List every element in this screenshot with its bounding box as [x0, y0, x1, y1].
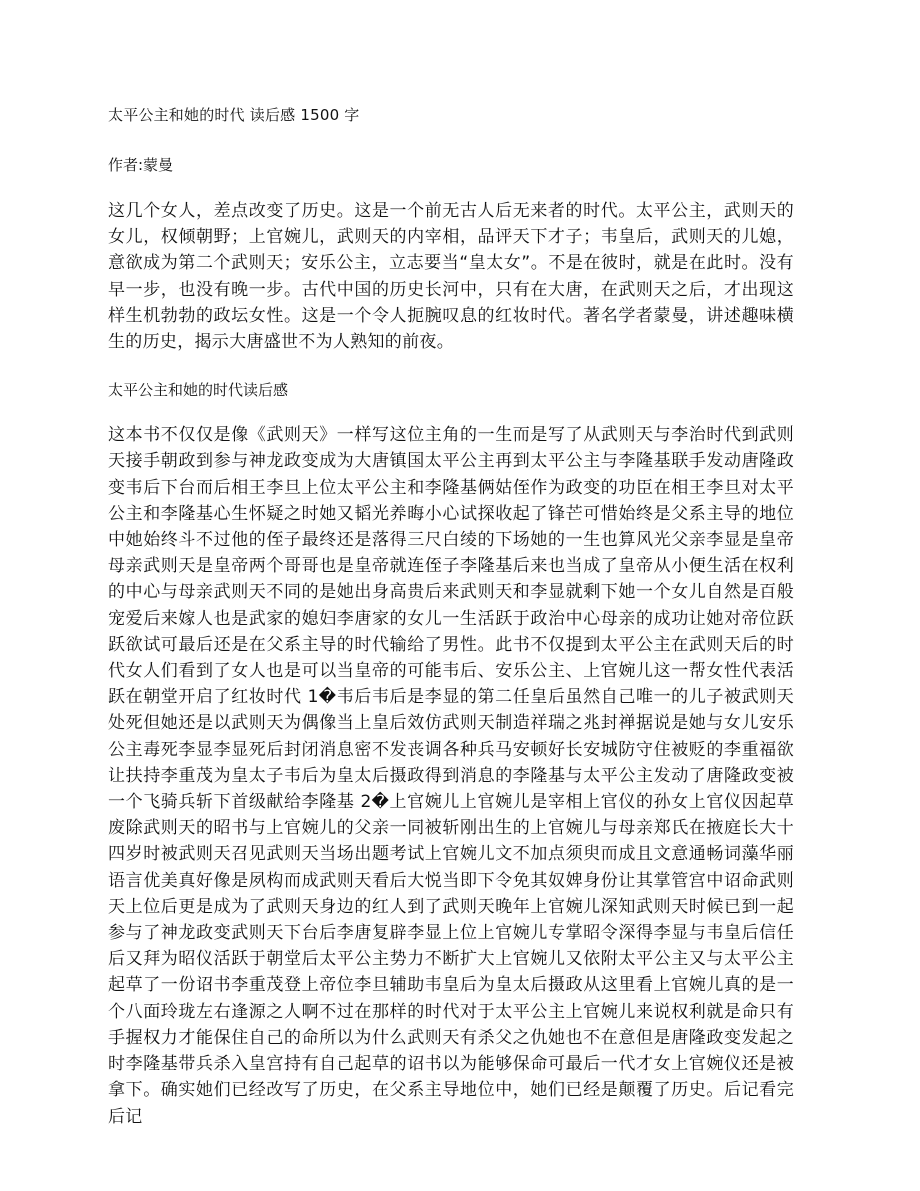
author-line: 作者:蒙曼: [108, 156, 174, 174]
body-paragraph: 这本书不仅仅是像《武则天》一样写这位主角的一生而是写了从武则天与李治时代到武则天接手朝政到参与神龙政变成为大唐镇国太平公主再到太平公主与李隆基联手发动唐隆政变韦后下台而后相王李旦上位太平公主和李隆基俩姑侄作为政变的功臣在相王李旦对太平公主和李隆基心生怀疑之时她又韬光养晦小心试探收起了锋芒可惜始终是父系主导的地位中她始终斗不过他的侄子最终还是落得三尺白绫的下场她的一生也算风光父亲李显是皇帝母亲武则天是皇帝两个哥哥也是皇帝就连侄子李隆基后来也当成了皇帝从小便生活在权利的中心与母亲武则天不同的是她出身高贵后来武则天和李显就剩下她一个女儿自然是百般宠爱后来嫁人也是武家的媳妇李唐家的女儿一生活跃于政治中心母亲的成功让她对帝位跃跃欲试可最后还是在父系主导的时代输给了男性。此书不仅提到太平公主在武则天后的时代女人们看到了女人也是可以当皇帝的可能韦后、安乐公主、上官婉儿这一帮女性代表活跃在朝堂开启了红妆时代 1�韦后韦后是李显的第二任皇后虽然自己唯一的儿子被武则天处死但她还是以武则天为偶像当上皇后效仿武则天制造祥瑞之兆封禅据说是她与女儿安乐公主毒死李显李显死后封闭消息密不发丧调各种兵马安顿好长安城防守住被贬的李重福欲让扶持李重茂为皇太子韦后为皇太后摄政得到消息的李隆基与太平公主发动了唐隆政变被一个飞骑兵斩下首级献给李隆基 2�上官婉儿上官婉儿是宰相上官仪的孙女上官仪因起草废除武则天的昭书与上官婉儿的父亲一同被斩刚出生的上官婉儿与母亲郑氏在掖庭长大十四岁时被武则天召见武则天当场出题考试上官婉儿文不加点须臾而成且文意通畅词藻华丽语言优美真好像是夙构而成武则天看后大悦当即下令免其奴婢身份让其掌管宫中诏命武则天上位后更是成为了武则天身边的红人到了武则天晚年上官婉儿深知武则天时候已到一起参与了神龙政变武则天下台后李唐复辟李显上位上官婉儿专掌昭令深得李显与韦皇后信任后又拜为昭仪活跃于朝堂后太平公主势力不断扩大上官婉儿又依附太平公主又与太平公主起草了一份诏书李重茂登上帝位李旦辅助韦皇后为皇太后摄政从这里看上官婉儿真的是一个八面玲珑左右逢源之人啊不过在那样的时代对于太平公主上官婉儿来说权利就是命只有手握权力才能保住自己的命所以为什么武则天有杀父之仇她也不在意但是唐隆政变发起之时李隆基带兵杀入皇宫持有自己起草的诏书以为能够保命可最后一代才女上官婉仪还是被拿下。确实她们已经改写了历史，在父系主导地位中，她们已经是颠覆了历史。后记看完后记: [108, 425, 794, 1127]
section-subtitle: 太平公主和她的时代读后感: [108, 381, 289, 400]
document-title: 太平公主和她的时代 读后感 1500 字: [108, 106, 360, 124]
document-page: [108, 104, 794, 1130]
intro-paragraph: 这几个女人，差点改变了历史。这是一个前无古人后无来者的时代。太平公主，武则天的女儿，权倾朝野；上官婉儿，武则天的内宰相，品评天下才子；韦皇后，武则天的儿媳，意欲成为第二个武则天；安乐公主，立志要当“皇太女”。不是在彼时，就是在此时。没有早一步，也没有晚一步。古代中国的历史长河中，只有在大唐，在武则天之后，才出现这样生机勃勃的政坛女性。这是一个令人扼腕叹息的红妆时代。著名学者蒙曼，讲述趣味横生的历史，揭示大唐盛世不为人熟知的前夜。: [108, 201, 794, 353]
